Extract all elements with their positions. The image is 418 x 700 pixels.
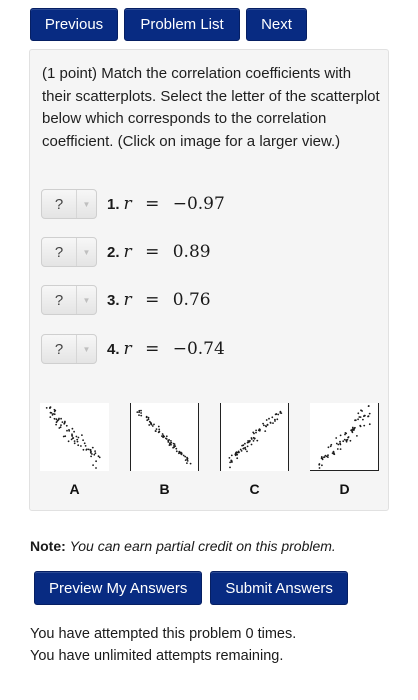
scatterplot-d[interactable] <box>310 403 379 471</box>
answer-actions <box>34 571 348 605</box>
scatterplot-a-label: A <box>69 481 80 497</box>
equals-sign: = <box>145 290 160 310</box>
answer-select-1[interactable] <box>41 189 97 219</box>
answer-select-3[interactable] <box>41 285 97 315</box>
scatterplot-c-image <box>220 403 289 471</box>
select-value: ? <box>54 195 64 213</box>
equals-sign: = <box>145 339 160 359</box>
coefficient-value: −0.74 <box>172 339 225 359</box>
attempts-count-text: You have attempted this problem 0 times. <box>30 626 297 642</box>
coefficient-value: −0.97 <box>172 194 225 214</box>
answer-row <box>41 237 211 267</box>
partial-credit-note <box>30 538 336 554</box>
problem-list-button[interactable]: Problem List <box>124 8 240 41</box>
answer-select-4[interactable] <box>41 334 97 364</box>
scatterplot-a[interactable] <box>40 403 109 471</box>
scatterplot-b-label: B <box>159 481 170 497</box>
row-number: 1. <box>107 195 120 213</box>
answer-row <box>41 189 225 219</box>
coefficient-label <box>107 242 211 262</box>
chevron-down-icon: ▼ <box>76 335 96 363</box>
select-value: ? <box>54 340 64 358</box>
scatterplot-a-image <box>40 403 109 471</box>
coefficient-label <box>107 194 225 214</box>
scatterplot-d-label: D <box>339 481 350 497</box>
coefficient-label <box>107 290 211 310</box>
problem-statement: (1 point) Match the correlation coefficients with their scatterplots. Select the letter of the scatterplot below which corresponds to the correlation coefficient. (Click on image for a larger view.) <box>42 65 380 150</box>
select-value: ? <box>54 291 64 309</box>
attempts-remaining-text: You have unlimited attempts remaining. <box>30 648 284 664</box>
preview-answers-button[interactable]: Preview My Answers <box>34 571 202 605</box>
coefficient-math <box>124 290 211 310</box>
row-number: 2. <box>107 243 120 261</box>
scatterplot-c-label: C <box>249 481 260 497</box>
variable-r: r <box>123 339 132 359</box>
answer-select-2[interactable] <box>41 237 97 267</box>
attempts-info <box>30 623 296 667</box>
chevron-down-icon: ▼ <box>76 286 96 314</box>
row-number: 3. <box>107 291 120 309</box>
variable-r: r <box>123 242 132 262</box>
scatterplot-d-image <box>310 403 379 471</box>
problem-container <box>29 49 389 511</box>
coefficient-math <box>124 194 225 214</box>
coefficient-math <box>124 242 211 262</box>
select-value: ? <box>54 243 64 261</box>
answer-row <box>41 285 211 315</box>
equals-sign: = <box>145 194 160 214</box>
equals-sign: = <box>145 242 160 262</box>
next-button[interactable]: Next <box>246 8 307 41</box>
answer-row <box>41 334 225 364</box>
scatterplot-c[interactable] <box>220 403 289 471</box>
row-number: 4. <box>107 340 120 358</box>
note-label: Note: <box>30 538 66 554</box>
coefficient-value: 0.76 <box>172 290 211 310</box>
variable-r: r <box>123 290 132 310</box>
coefficient-value: 0.89 <box>172 242 211 262</box>
note-text: You can earn partial credit on this problem. <box>69 538 336 554</box>
variable-r: r <box>123 194 132 214</box>
scatterplot-b-image <box>130 403 199 471</box>
coefficient-math <box>124 339 225 359</box>
chevron-down-icon: ▼ <box>76 238 96 266</box>
previous-button[interactable]: Previous <box>30 8 118 41</box>
chevron-down-icon: ▼ <box>76 190 96 218</box>
scatterplot-b[interactable] <box>130 403 199 471</box>
coefficient-label <box>107 339 225 359</box>
submit-answers-button[interactable]: Submit Answers <box>210 571 348 605</box>
problem-navigation <box>30 8 307 41</box>
